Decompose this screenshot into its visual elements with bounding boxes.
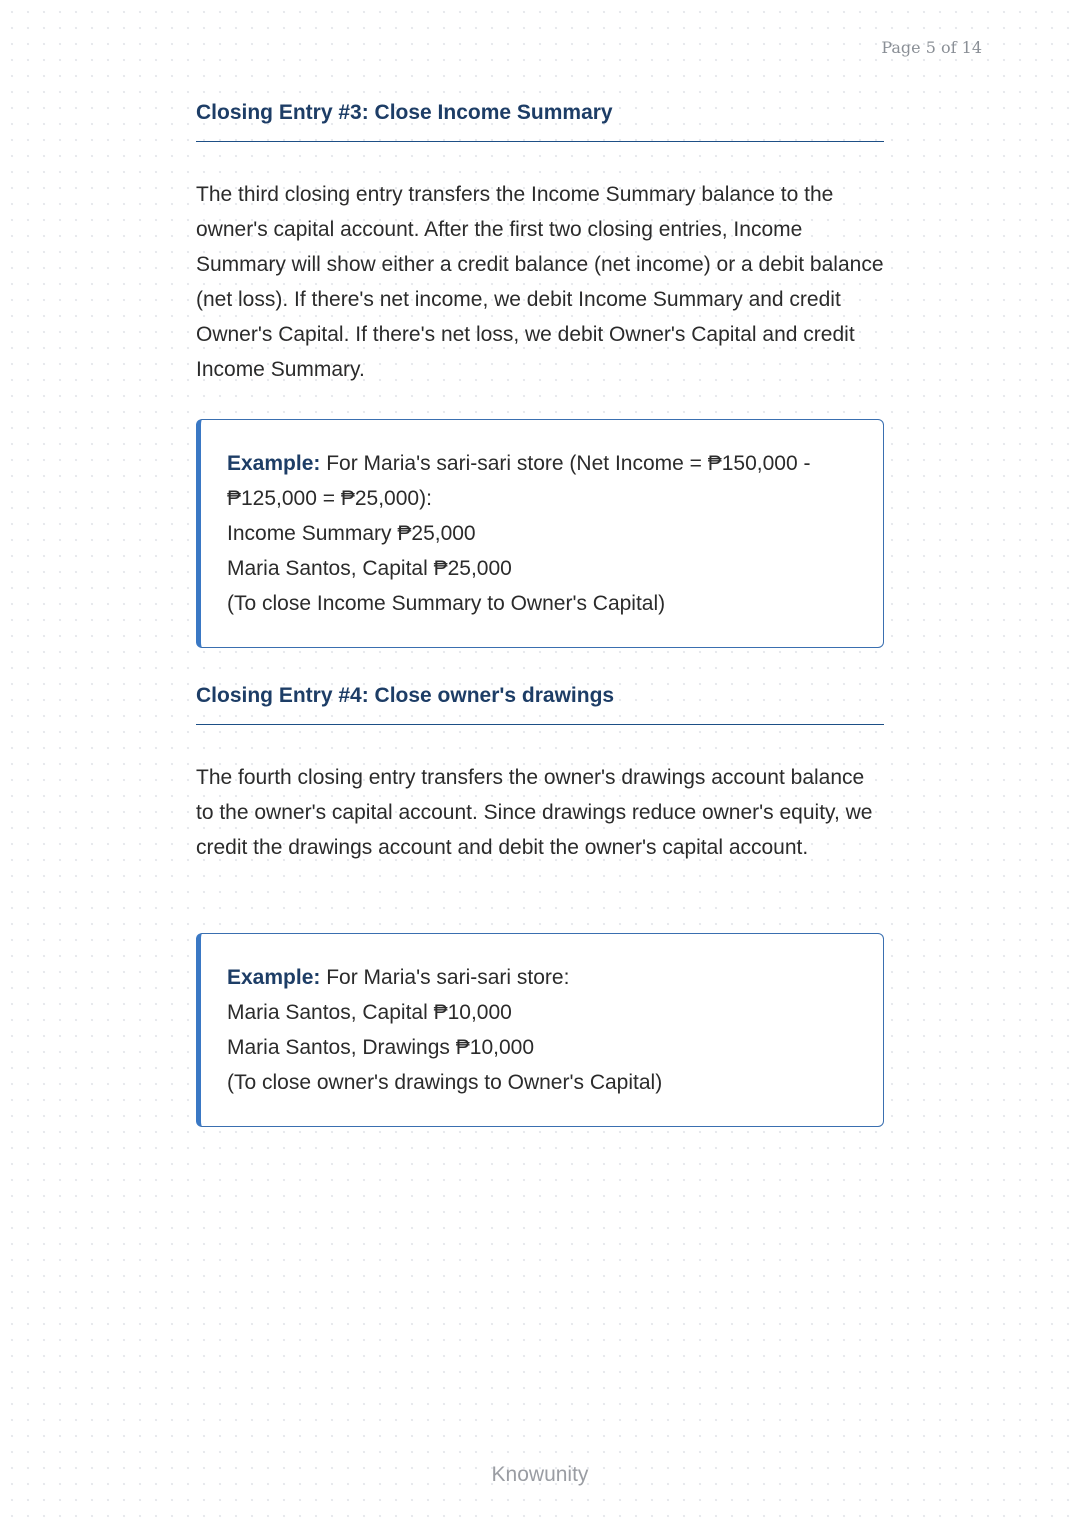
footer-brand: Knowunity xyxy=(491,1463,589,1486)
example-intro xyxy=(227,446,853,516)
example-label: Example: xyxy=(227,966,321,989)
example-line: (To close Income Summary to Owner's Capital) xyxy=(227,592,666,615)
section-title-closing-entry-4: Closing Entry #4: Close owner's drawings xyxy=(196,684,884,725)
example-intro-text: For Maria's sari-sari store (Net Income = ₱150,000 - ₱125,000 = ₱25,000): xyxy=(227,452,811,510)
example-line: Maria Santos, Drawings ₱10,000 xyxy=(227,1036,534,1059)
section-body-closing-entry-4: The fourth closing entry transfers the owner's drawings account balance to the owner's capital account. Since drawings reduce owner's equity, we credit the drawings account and debit the owner's capital account. xyxy=(196,766,873,859)
example-line: Income Summary ₱25,000 xyxy=(227,522,476,545)
example-line: Maria Santos, Capital ₱10,000 xyxy=(227,1001,512,1024)
example-box-closing-entry-4 xyxy=(196,933,884,1127)
example-intro xyxy=(227,960,853,995)
example-box-closing-entry-3 xyxy=(196,419,884,648)
example-line: (To close owner's drawings to Owner's Capital) xyxy=(227,1071,663,1094)
example-line: Maria Santos, Capital ₱25,000 xyxy=(227,557,512,580)
example-label: Example: xyxy=(227,452,321,475)
page-number: Page 5 of 14 xyxy=(881,38,982,57)
example-intro-text: For Maria's sari-sari store: xyxy=(326,966,570,989)
section-body-closing-entry-3: The third closing entry transfers the Income Summary balance to the owner's capital account. After the first two closing entries, Income Summary will show either a credit balance (net income) or a debit balance (net loss). If there's net income, we debit Income Summary and credit Owner's Capital. If there's net loss, we debit Owner's Capital and credit Income Summary. xyxy=(196,183,884,381)
section-title-closing-entry-3: Closing Entry #3: Close Income Summary xyxy=(196,101,884,142)
